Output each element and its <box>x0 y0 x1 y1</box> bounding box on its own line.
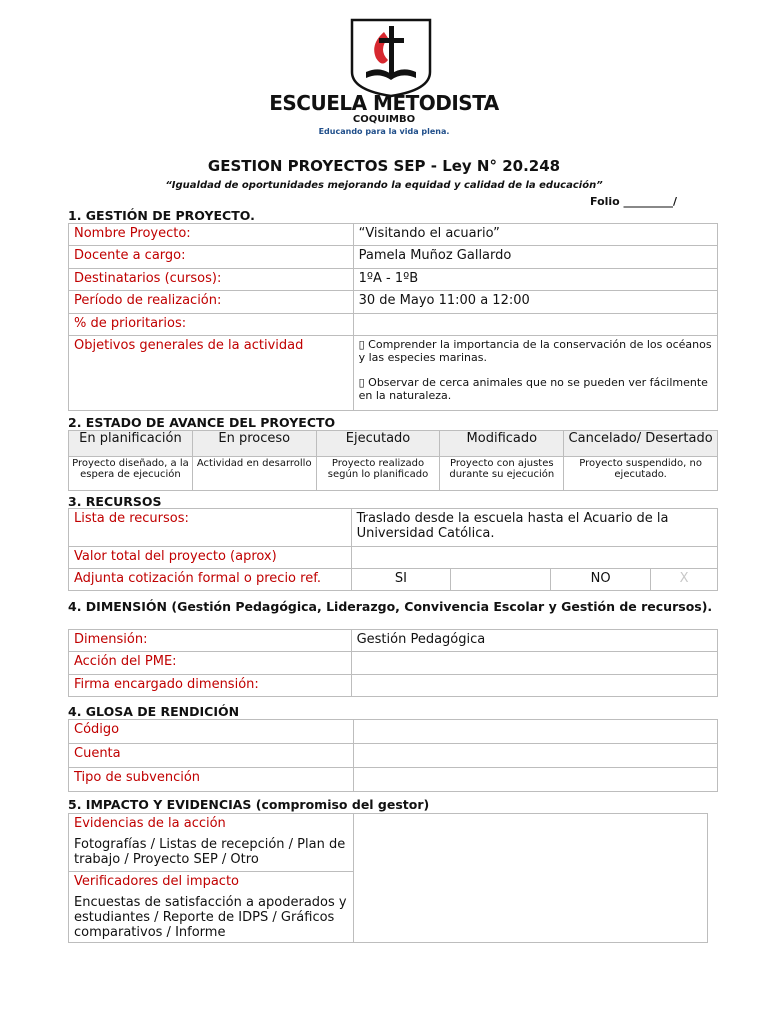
verifier-label: Verificadores del impacto <box>74 874 239 889</box>
table-row <box>69 291 718 314</box>
code-label: Código <box>69 720 354 744</box>
table-row <box>69 814 708 872</box>
signature-label: Firma encargado dimensión: <box>69 675 352 697</box>
project-table <box>68 223 718 411</box>
status-header: Modificado <box>440 431 564 457</box>
section1-heading: 1. GESTIÓN DE PROYECTO. <box>68 208 255 223</box>
resources-table <box>68 508 718 591</box>
period-value: 30 de Mayo 11:00 a 12:00 <box>353 291 717 314</box>
section4b-heading: 4. GLOSA DE RENDICIÓN <box>68 704 240 719</box>
table-row <box>69 744 718 768</box>
resources-list-label: Lista de recursos: <box>69 509 352 547</box>
table-row <box>69 431 718 457</box>
no-checkbox[interactable]: X <box>651 569 718 591</box>
table-row <box>69 457 718 491</box>
dimension-table <box>68 629 718 697</box>
table-row <box>69 314 718 336</box>
section4-heading: 4. DIMENSIÓN (Gestión Pedagógica, Liderazgo, Convivencia Escolar y Gestión de recursos). <box>68 599 713 614</box>
recipients-value: 1ºA - 1ºB <box>353 269 717 291</box>
school-name: ESCUELA METODISTA <box>269 91 499 115</box>
account-value <box>353 744 717 768</box>
school-city: COQUIMBO <box>352 114 416 125</box>
period-label: Período de realización: <box>69 291 354 314</box>
table-row <box>69 269 718 291</box>
status-description: Proyecto con ajustes durante su ejecución <box>440 457 564 491</box>
document-subtitle: “Igualdad de oportunidades mejorando la equidad y calidad de la educación” <box>165 180 603 191</box>
glosa-table <box>68 719 718 792</box>
section2-heading: 2. ESTADO DE AVANCE DEL PROYECTO <box>68 415 336 430</box>
school-tagline: Educando para la vida plena. <box>318 127 450 136</box>
no-label: NO <box>551 569 651 591</box>
quote-label: Adjunta cotización formal o precio ref. <box>69 569 352 591</box>
status-header: Ejecutado <box>316 431 440 457</box>
status-description: Proyecto realizado según lo planificado <box>316 457 440 491</box>
objectives-label: Objetivos generales de la actividad <box>69 336 354 411</box>
status-header: En planificación <box>69 431 193 457</box>
objective-item: Observar de cerca animales que no se pueden ver fácilmente en la naturaleza. <box>358 376 708 402</box>
yes-label: SI <box>351 569 451 591</box>
verifier-cell <box>69 872 354 943</box>
table-row <box>69 652 718 675</box>
section5-heading: 5. IMPACTO Y EVIDENCIAS (compromiso del gestor) <box>68 797 430 812</box>
priority-value <box>353 314 717 336</box>
status-description: Proyecto diseñado, a la espera de ejecución <box>69 457 193 491</box>
status-table <box>68 430 718 491</box>
document-title: GESTION PROYECTOS SEP - Ley N° 20.248 <box>207 157 561 175</box>
dimension-value: Gestión Pedagógica <box>351 630 717 652</box>
table-row <box>69 224 718 246</box>
account-label: Cuenta <box>69 744 354 768</box>
priority-label: % de prioritarios: <box>69 314 354 336</box>
table-row <box>69 246 718 269</box>
table-row <box>69 675 718 697</box>
status-header: En proceso <box>192 431 316 457</box>
table-row <box>69 336 718 411</box>
table-row <box>69 768 718 792</box>
table-row <box>69 547 718 569</box>
table-row <box>69 720 718 744</box>
teacher-value: Pamela Muñoz Gallardo <box>353 246 717 269</box>
subsidy-type-value <box>353 768 717 792</box>
pme-action-label: Acción del PME: <box>69 652 352 675</box>
project-name-label: Nombre Proyecto: <box>69 224 354 246</box>
project-name-value: “Visitando el acuario” <box>353 224 717 246</box>
status-header: Cancelado/ Desertado <box>564 431 718 457</box>
subsidy-type-label: Tipo de subvención <box>69 768 354 792</box>
folio-field: Folio _________/ <box>590 195 678 208</box>
signature-value <box>351 675 717 697</box>
verifier-text: Encuestas de satisfacción a apoderados y estudiantes / Reporte de IDPS / Gráficos comparativos / Informe <box>74 895 347 940</box>
objective-item: Comprender la importancia de la conservación de los océanos y las especies marinas. <box>358 338 712 364</box>
status-description: Actividad en desarrollo <box>192 457 316 491</box>
resources-list-value: Traslado desde la escuela hasta el Acuario de la Universidad Católica. <box>351 509 717 547</box>
evidence-text: Fotografías / Listas de recepción / Plan de trabajo / Proyecto SEP / Otro <box>74 837 346 867</box>
table-row <box>69 569 718 591</box>
objectives-value <box>353 336 717 411</box>
table-row <box>69 630 718 652</box>
status-description: Proyecto suspendido, no ejecutado. <box>564 457 718 491</box>
yes-checkbox[interactable] <box>451 569 551 591</box>
pme-action-value <box>351 652 717 675</box>
table-row <box>69 509 718 547</box>
recipients-label: Destinatarios (cursos): <box>69 269 354 291</box>
impact-value <box>353 814 707 943</box>
total-value <box>351 547 717 569</box>
evidence-label: Evidencias de la acción <box>74 816 226 831</box>
bullet-icon: ▯ <box>358 338 365 351</box>
total-value-label: Valor total del proyecto (aprox) <box>69 547 352 569</box>
bullet-icon: ▯ <box>358 376 365 389</box>
evidence-cell <box>69 814 354 872</box>
dimension-label: Dimensión: <box>69 630 352 652</box>
section3-heading: 3. RECURSOS <box>68 494 162 509</box>
teacher-label: Docente a cargo: <box>69 246 354 269</box>
code-value <box>353 720 717 744</box>
impact-table <box>68 813 708 943</box>
